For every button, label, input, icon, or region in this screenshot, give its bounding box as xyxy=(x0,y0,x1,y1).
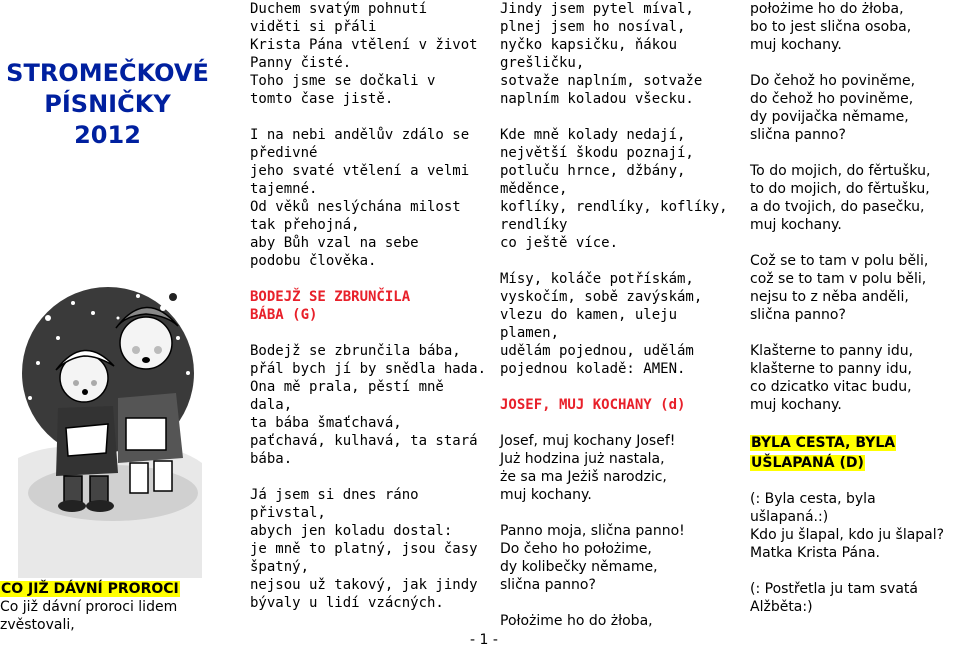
lyric-line: bába. xyxy=(250,451,293,467)
lyric-line: dy povijačka němame, xyxy=(750,109,909,125)
children-carolers-snow-illustration xyxy=(18,278,202,578)
song-heading: BYLA CESTA, BYLA xyxy=(751,435,896,451)
lyric-line: ušlapaná.:) xyxy=(750,509,829,525)
song-heading-bodejz xyxy=(250,288,465,324)
stanza xyxy=(750,162,959,234)
lyric-line: vyskočím, sobě zavýskám, xyxy=(500,289,703,305)
lyric-line: přál bych jí by snědla hada. xyxy=(250,361,487,377)
lyric-line: (: Postřetla ju tam svatá xyxy=(750,581,918,597)
lyric-line: špatný, xyxy=(250,559,310,575)
column-3 xyxy=(500,0,728,648)
lyric-line: grešličku, xyxy=(500,55,585,71)
lyric-line: Co již dávní proroci lidem xyxy=(0,599,178,615)
song-heading: UŠLAPANÁ (D) xyxy=(751,455,864,471)
lyric-line: Duchem svatým pohnutí xyxy=(250,1,428,17)
lyric-line: předivné xyxy=(250,145,318,161)
column-4 xyxy=(750,0,959,634)
lyric-line: koflíky, rendlíky, koflíky, xyxy=(500,199,728,215)
lyric-line: Což se to tam v polu běli, xyxy=(750,253,929,269)
column-2 xyxy=(250,0,487,630)
stanza xyxy=(500,270,715,378)
lyric-line: bývaly u lidí vzácných. xyxy=(250,595,444,611)
lyric-line: Panno moja, slična panno! xyxy=(500,523,685,539)
lyric-line: muj kochany. xyxy=(750,397,842,413)
stanza xyxy=(500,522,715,594)
stanza xyxy=(750,72,959,144)
stanza xyxy=(500,126,728,252)
lyric-line: do čehož ho poviněme, xyxy=(750,91,914,107)
lyric-line: Kdo ju šlapal, kdo ju šlapal? xyxy=(750,527,945,543)
lyric-line: aby Bůh vzal na sebe xyxy=(250,235,419,251)
lyric-line: ta bába šmaťchavá, xyxy=(250,415,402,431)
lyric-line: co dzicatko vitac budu, xyxy=(750,379,912,395)
stanza xyxy=(750,252,959,324)
lyric-line: Matka Krista Pána. xyxy=(750,545,880,561)
lyric-line: podobu člověka. xyxy=(250,253,377,269)
lyric-line: přivstal, xyxy=(250,505,326,521)
lyric-line: měděnce, xyxy=(500,181,568,197)
lyric-line: Już hodzina już nastala, xyxy=(500,451,665,467)
lyric-line: co ještě více. xyxy=(500,235,619,251)
title-line: STROMEČKOVÉ xyxy=(6,59,209,87)
lyric-line: tak přehojná, xyxy=(250,217,360,233)
lyric-line: největší škodu poznají, xyxy=(500,145,694,161)
stanza xyxy=(750,0,959,54)
lyric-line: muj kochany. xyxy=(750,217,842,233)
lyric-line: Alžběta:) xyxy=(750,599,813,615)
column-1 xyxy=(0,0,215,648)
song-heading-byla-cesta xyxy=(750,432,959,472)
lyric-line: I na nebi andělův zdálo se xyxy=(250,127,470,143)
song-co-jiz-davni-proroci xyxy=(0,578,215,634)
lyric-line: vlezu do kamen, uleju xyxy=(500,307,678,323)
lyric-line: nyčko kapsičku, ňákou xyxy=(500,37,678,53)
lyric-line: muj kochany. xyxy=(750,37,842,53)
stanza xyxy=(250,486,478,612)
lyric-line: Położime ho do żłoba, xyxy=(500,613,653,629)
song-heading: BODEJŽ SE ZBRUNČILA xyxy=(250,289,411,305)
lyric-line: (: Byla cesta, byla xyxy=(750,491,876,507)
lyric-line: tomto čase jistě. xyxy=(250,91,394,107)
lyric-line: Josef, muj kochany Josef! xyxy=(500,433,676,449)
lyric-line: udělám pojednou, udělám xyxy=(500,343,694,359)
title-line: PÍSNIČKY xyxy=(44,90,171,118)
song-heading: CO JIŽ DÁVNÍ PROROCI xyxy=(1,581,179,597)
lyric-line: jeho svaté vtělení a velmi xyxy=(250,163,470,179)
stanza xyxy=(250,0,478,108)
lyric-line: což se to tam v polu běli, xyxy=(750,271,927,287)
lyric-line: dala, xyxy=(250,397,293,413)
lyric-line: położime ho do żłoba, xyxy=(750,1,904,17)
lyric-line: Toho jsme se dočkali v xyxy=(250,73,436,89)
lyric-line: Kde mně kolady nedají, xyxy=(500,127,686,143)
lyric-line: slična panno? xyxy=(750,127,846,143)
lyric-line: muj kochany. xyxy=(500,487,592,503)
stanza xyxy=(500,612,715,630)
lyric-line: Bodejž se zbrunčila bába, xyxy=(250,343,461,359)
lyric-line: paťchavá, kulhavá, ta stará xyxy=(250,433,478,449)
lyric-line: Jindy jsem pytel míval, xyxy=(500,1,694,17)
song-heading: BÁBA (G) xyxy=(250,307,318,323)
lyric-line: abych jen koladu dostal: xyxy=(250,523,453,539)
lyric-line: slična panno? xyxy=(500,577,596,593)
lyric-line: potluču hrnce, džbány, xyxy=(500,163,686,179)
lyric-line: rendlíky xyxy=(500,217,568,233)
stanza xyxy=(250,126,470,270)
lyric-line: Do čehož ho poviněme, xyxy=(750,73,916,89)
lyric-line: nejsu to z něba anděli, xyxy=(750,289,909,305)
song-heading: JOSEF, MUJ KOCHANY (d) xyxy=(500,397,686,413)
lyric-line: nejsou už takový, jak jindy xyxy=(250,577,478,593)
lyric-line: to do mojich, do fěrtušku, xyxy=(750,181,930,197)
lyric-line: plamen, xyxy=(500,325,560,341)
stanza xyxy=(750,490,959,562)
lyric-line: sotvaže naplním, sotvaže xyxy=(500,73,703,89)
lyric-line: klašterne to panny idu, xyxy=(750,361,912,377)
stanza xyxy=(250,342,487,468)
lyric-line: zvěstovali, xyxy=(0,617,75,633)
lyric-line: pojednou koladě: AMEN. xyxy=(500,361,686,377)
stanza xyxy=(500,0,715,108)
lyric-line: je mně to platný, jsou časy xyxy=(250,541,478,557)
lyric-line: a do tvojich, do pasečku, xyxy=(750,199,925,215)
lyric-line: Ona mě prala, pěstí mně xyxy=(250,379,444,395)
lyric-line: Od věků neslýchána milost xyxy=(250,199,461,215)
lyric-line: slična panno? xyxy=(750,307,846,323)
stanza xyxy=(500,432,715,504)
lyric-line: Panny čisté. xyxy=(250,55,352,71)
lyric-line: że sa ma Jeżiš narodzic, xyxy=(500,469,667,485)
stanza xyxy=(750,580,959,616)
lyric-line: Já jsem si dnes ráno xyxy=(250,487,419,503)
lyric-line: viděti si přáli xyxy=(250,19,377,35)
lyric-line: tajemné. xyxy=(250,181,318,197)
lyric-line: naplním koladou všecku. xyxy=(500,91,694,107)
lyric-line: Krista Pána vtělení v život xyxy=(250,37,478,53)
page-title xyxy=(0,58,215,151)
lyric-line: dy kolibečky němame, xyxy=(500,559,658,575)
lyric-line: To do mojich, do fěrtušku, xyxy=(750,163,931,179)
lyric-line: Do čeho ho położime, xyxy=(500,541,652,557)
page-number: - 1 - xyxy=(470,632,498,648)
lyric-line: Klašterne to panny idu, xyxy=(750,343,914,359)
stanza xyxy=(750,342,959,414)
lyric-line: bo to jest slična osoba, xyxy=(750,19,912,35)
lyric-line: plnej jsem ho nosíval, xyxy=(500,19,686,35)
title-line: 2012 xyxy=(74,121,141,149)
song-heading-josef xyxy=(500,396,715,414)
lyric-line: Mísy, koláče potřískám, xyxy=(500,271,694,287)
